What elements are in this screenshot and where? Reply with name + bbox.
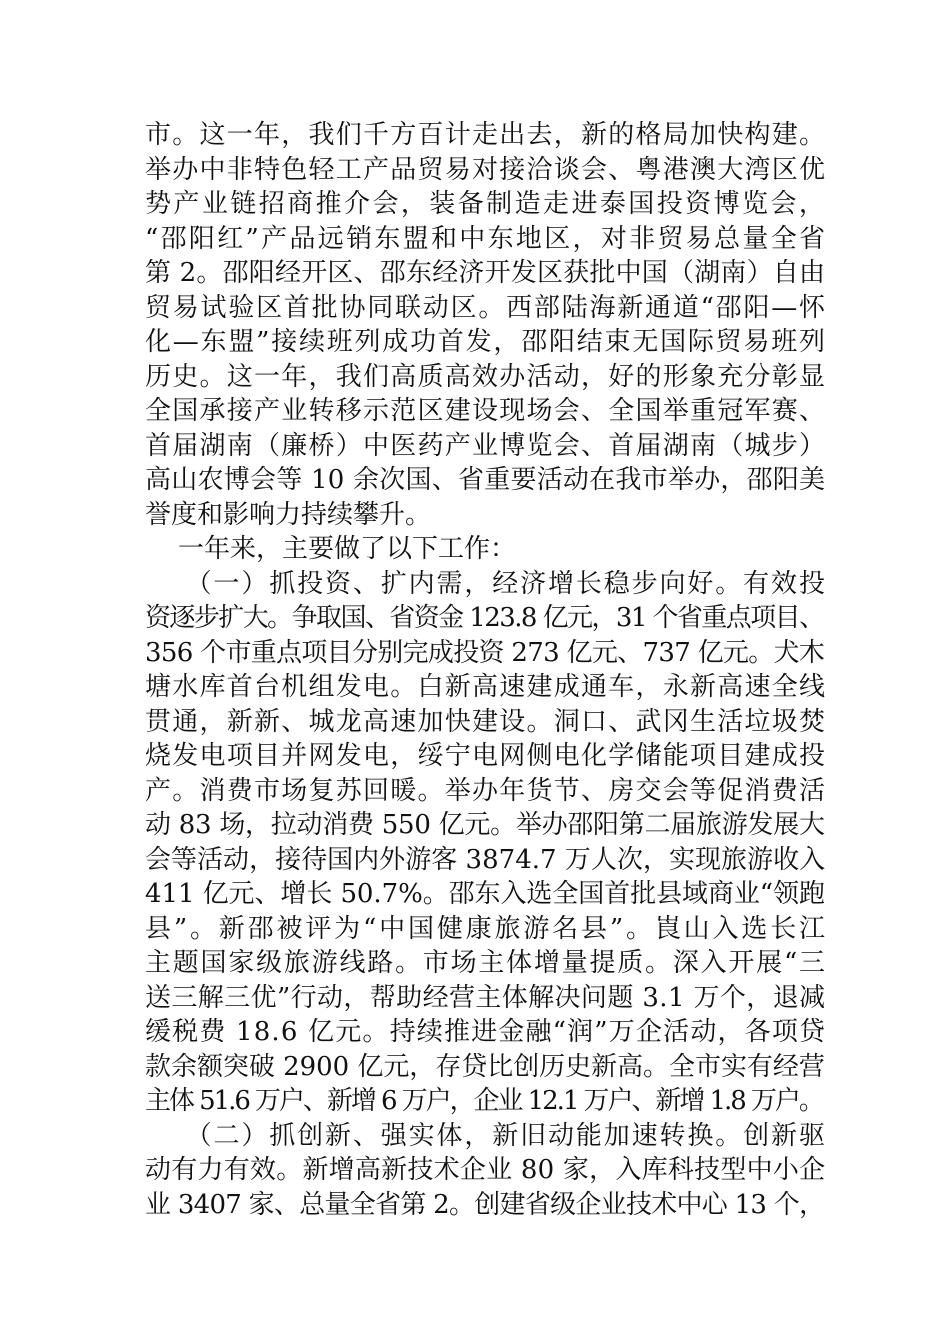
text-line: 全国承接产业转移示范区建设现场会、全国举重冠军赛、 <box>145 396 827 426</box>
text-line: 塘水库首台机组发电。白新高速建成通车，永新高速全线 <box>145 672 827 702</box>
text-line: 一年来，主要做了以下工作： <box>145 534 517 564</box>
text-line: 356 个市重点项目分别完成投资 273 亿元、737 亿元。犬木 <box>145 637 825 668</box>
text-line: 首届湖南（廉桥）中医药产业博览会、首届湖南（城步） <box>145 430 827 461</box>
text-line: 411 亿元、增长 50.7%。邵东入选全国首批县域商业“领跑 <box>145 879 825 909</box>
text-line: 主题国家级旅游线路。市场主体增量提质。深入开展“三 <box>145 948 827 978</box>
text-line: 业 3407 家、总量全省第 2。创建省级企业技术中心 13 个， <box>145 1189 825 1220</box>
text-line: 烧发电项目并网发电，绥宁电网侧电化学储能项目建成投 <box>145 741 827 771</box>
text-line: 市。这一年，我们千方百计走出去，新的格局加快构建。 <box>145 120 827 150</box>
text-line: “邵阳红”产品远销东盟和中东地区，对非贸易总量全省 <box>145 223 828 254</box>
text-line: 势产业链招商推介会，装备制造走进泰国投资博览会， <box>145 189 828 219</box>
text-line: 缓税费 18.6 亿元。持续推进金融“润”万企活动，各项贷 <box>145 1017 827 1047</box>
body-text <box>145 118 828 1222</box>
text-line: 产。消费市场复苏回暖。举办年货节、房交会等促消费活 <box>145 775 827 806</box>
text-line: 第 2。邵阳经开区、邵东经济开发区获批中国（湖南）自由 <box>145 258 826 288</box>
text-line: 贯通，新新、城龙高速加快建设。洞口、武冈生活垃圾焚 <box>145 706 827 737</box>
text-line: 举办中非特色轻工产品贸易对接洽谈会、粤港澳大湾区优 <box>145 154 827 185</box>
text-line: 贸易试验区首批协同联动区。西部陆海新通道“邵阳—怀 <box>145 292 827 323</box>
text-line: 高山农博会等 10 余次国、省重要活动在我市举办，邵阳美 <box>145 465 826 495</box>
text-line: 资逐步扩大。争取国、省资金 123.8 亿元，31 个省重点项目、 <box>145 603 824 633</box>
text-line: 誉度和影响力持续攀升。 <box>145 499 432 530</box>
text-line: 主体 51.6 万户、新增 6 万户，企业 12.1 万户、新增 1.8 万户。 <box>145 1086 823 1116</box>
text-line: （一）抓投资、扩内需，经济增长稳步向好。有效投 <box>145 568 827 599</box>
text-line: 动有力有效。新增高新技术企业 80 家，入库科技型中小企 <box>145 1155 826 1185</box>
text-line: （二）抓创新、强实体，新旧动能加速转换。创新驱 <box>145 1120 827 1151</box>
text-line: 县”。新邵被评为“中国健康旅游名县”。崀山入选长江 <box>145 913 828 944</box>
text-line: 动 83 场，拉动消费 550 亿元。举办邵阳第二届旅游发展大 <box>145 810 825 840</box>
text-line: 化—东盟”接续班列成功首发，邵阳结束无国际贸易班列 <box>145 327 827 357</box>
text-line: 款余额突破 2900 亿元，存贷比创历史新高。全市实有经营 <box>145 1051 825 1082</box>
text-line: 送三解三优”行动，帮助经营主体解决问题 3.1 万个，退减 <box>145 982 826 1013</box>
text-line: 会等活动，接待国内外游客 3874.7 万人次，实现旅游收入 <box>145 844 826 875</box>
text-line: 历史。这一年，我们高质高效办活动，好的形象充分彰显 <box>145 361 827 392</box>
